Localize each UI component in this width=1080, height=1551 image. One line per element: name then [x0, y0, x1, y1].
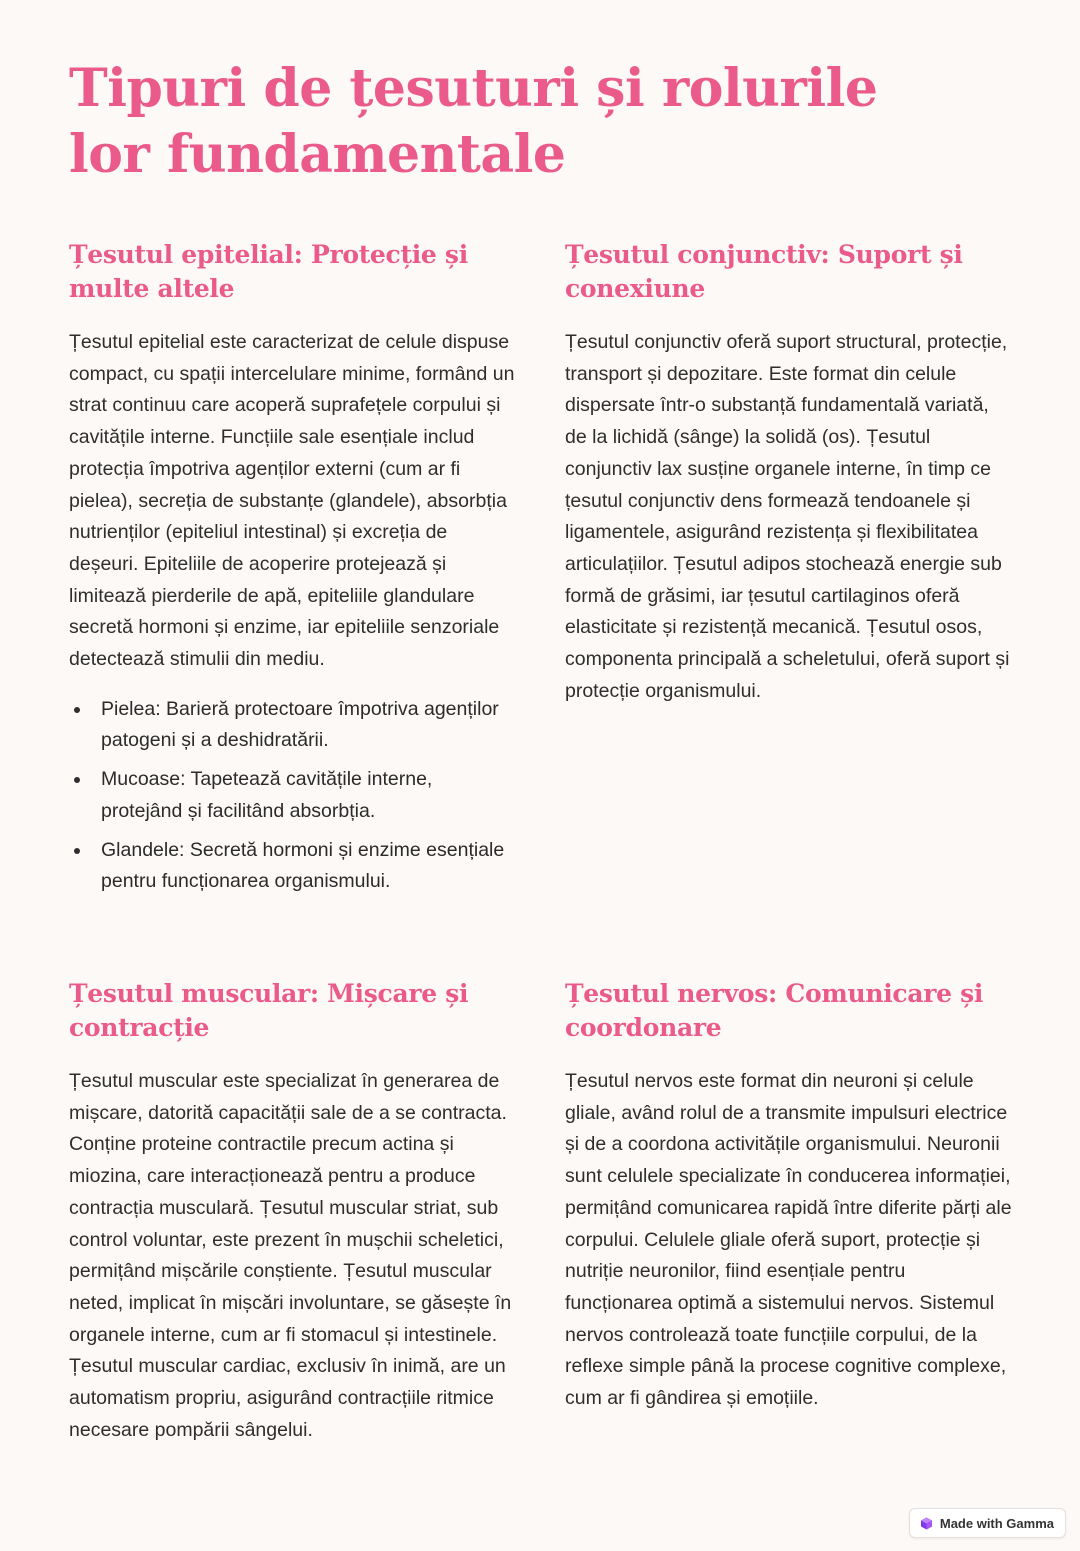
made-with-gamma-badge[interactable]	[909, 1508, 1066, 1538]
badge-label: Made with Gamma	[939, 1515, 1054, 1531]
list-item: Mucoase: Tapetează cavitățile interne, protejând și facilitând absorbția.	[69, 764, 519, 827]
section-nervous	[565, 977, 1015, 1415]
section-epithelial	[69, 238, 519, 905]
section-heading: Țesutul conjunctiv: Suport și conexiune	[565, 240, 963, 303]
section-body: Țesutul conjunctiv oferă suport structural, protecție, transport și depozitare. Este format din celule dispersate într-o substanță fundamentală variată, de la lichidă (sânge) la solidă (os). Țesutul conjunctiv lax susține organele interne, în timp ce țesutul conjunctiv dens formează tendoanele și ligamentele, asigurând rezistența și flexibilitatea articulațiilor. Țesutul adipos stochează energie sub formă de grăsimi, iar țesutul cartilaginos oferă elasticitate și rezistență mecanică. Țesutul osos, componenta principală a scheletului, oferă suport și protecție organismului.	[565, 331, 1010, 702]
section-body: Țesutul epitelial este caracterizat de celule dispuse compact, cu spații intercelulare minime, formând un strat continuu care acoperă suprafețele corpului și cavitățile interne. Funcțiile sale esențiale includ protecția împotriva agenților externi (cum ar fi pielea), secreția de substanțe (glandele), absorbția nutrienților (epiteliul intestinal) și excreția de deșeuri. Epiteliile de acoperire protejează și limitează pierderile de apă, epiteliile glandulare secretă hormoni și enzime, iar epiteliile senzoriale detectează stimulii din mediu.	[69, 331, 515, 671]
page-title: Tipuri de țesuturi și rolurile lor fundamentale	[69, 58, 878, 185]
section-muscular	[69, 977, 519, 1446]
list-item: Pielea: Barieră protectoare împotriva agenților patogeni și a deshidratării.	[69, 694, 519, 757]
section-heading: Țesutul muscular: Mișcare și contracție	[69, 979, 469, 1042]
section-body: Țesutul muscular este specializat în generarea de mișcare, datorită capacității sale de a se contracta. Conține proteine contractile precum actina și miozina, care interacționează pentru a produce contracția musculară. Țesutul muscular striat, sub control voluntar, este prezent în mușchii scheletici, permițând mișcările conștiente. Țesutul muscular neted, implicat în mișcări involuntare, se găsește în organele interne, cum ar fi stomacul și intestinele. Țesutul muscular cardiac, exclusiv în inimă, are un automatism propriu, asigurând contracțiile ritmice necesare pompării sângelui.	[69, 1070, 512, 1441]
bullet-list	[69, 694, 519, 898]
gamma-logo-icon	[920, 1517, 933, 1530]
section-heading: Țesutul epitelial: Protecție și multe altele	[69, 240, 468, 303]
section-connective	[565, 238, 1015, 707]
list-item: Glandele: Secretă hormoni și enzime esențiale pentru funcționarea organismului.	[69, 835, 519, 898]
section-body: Țesutul nervos este format din neuroni și celule gliale, având rolul de a transmite impulsuri electrice și de a coordona activitățile organismului. Neuronii sunt celulele specializate în conducerea informației, permițând comunicarea rapidă între diferite părți ale corpului. Celulele gliale oferă suport, protecție și nutriție neuronilor, fiind esențiale pentru funcționarea optimă a sistemului nervos. Sistemul nervos controlează toate funcțiile corpului, de la reflexe simple până la procese cognitive complexe, cum ar fi gândirea și emoțiile.	[565, 1070, 1012, 1410]
section-heading: Țesutul nervos: Comunicare și coordonare	[565, 979, 984, 1042]
